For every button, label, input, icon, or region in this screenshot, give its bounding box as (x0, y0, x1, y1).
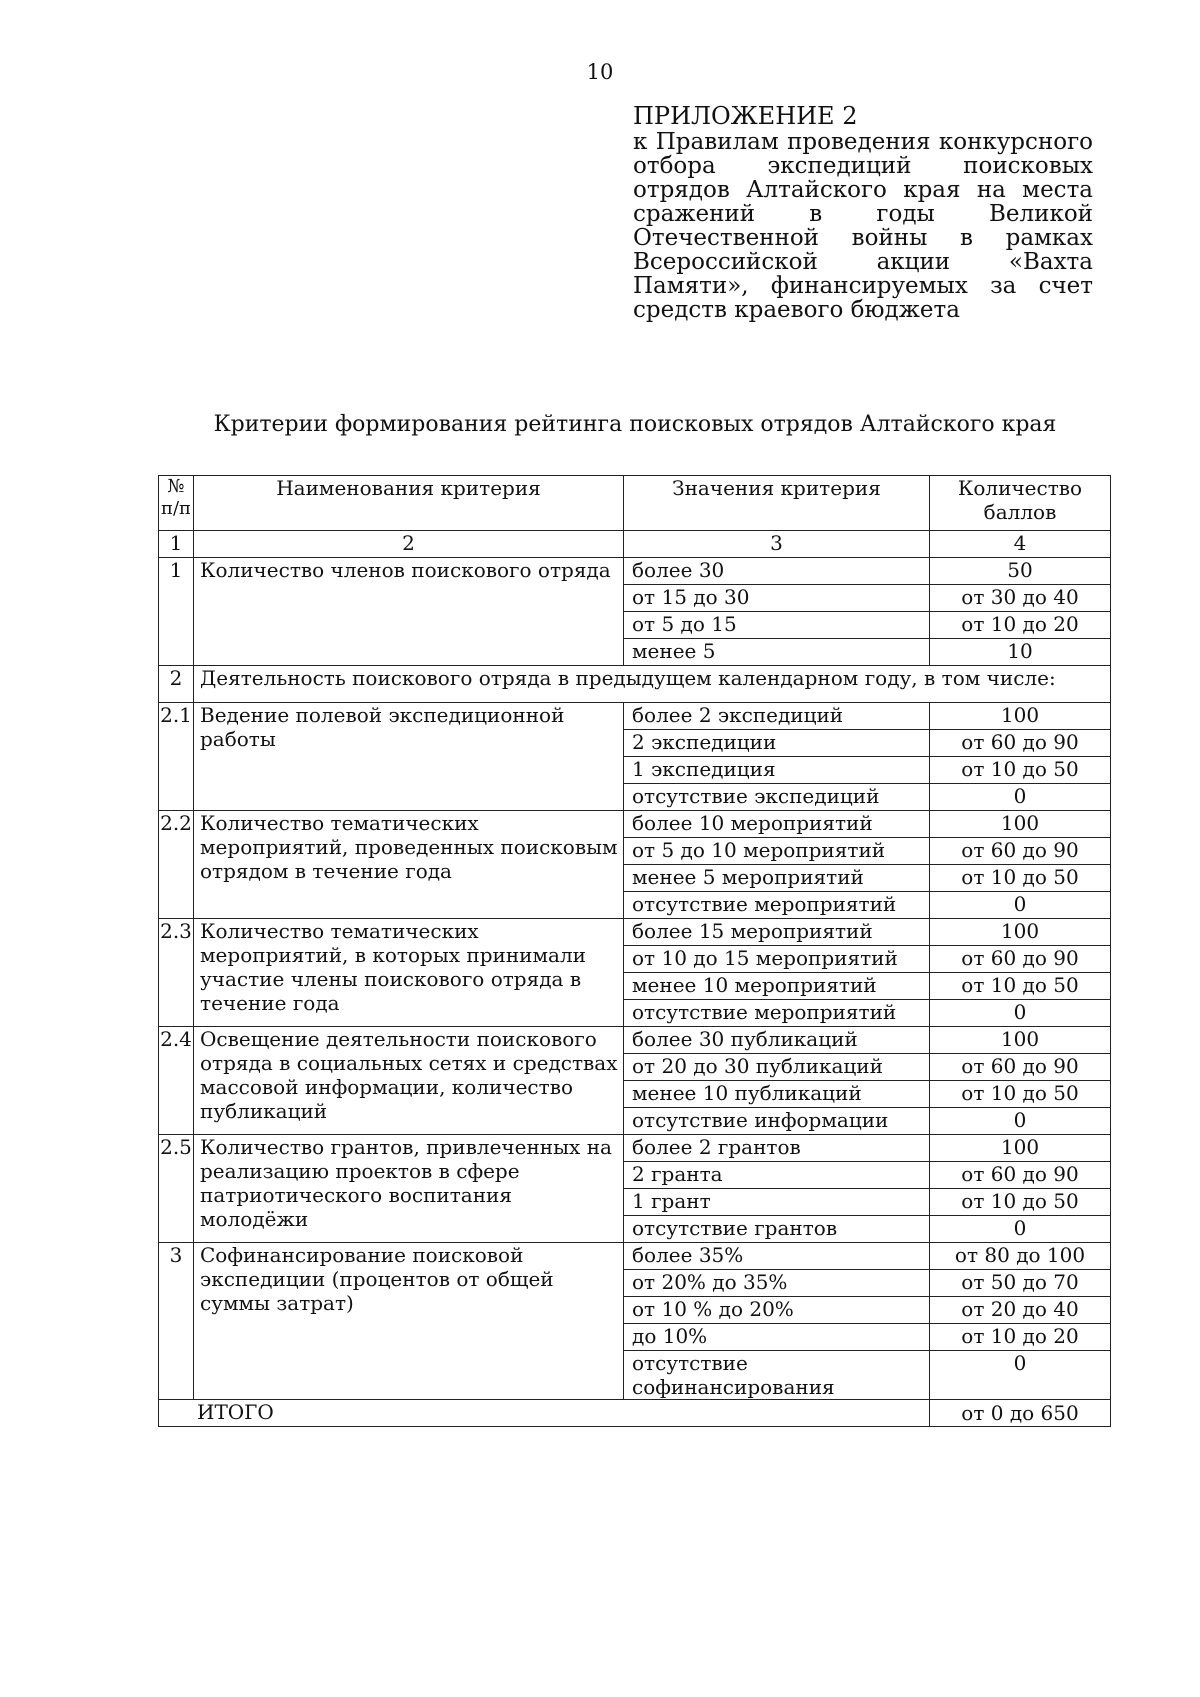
criterion-points: от 10 до 50 (930, 973, 1111, 1000)
table-header-row (159, 476, 1111, 531)
criterion-value: от 20% до 35% (624, 1270, 930, 1297)
criterion-points: от 60 до 90 (930, 1054, 1111, 1081)
criterion-value: 1 экспедиция (624, 757, 930, 784)
section-title: Деятельность поискового отряда в предыдущем календарном году, в том числе: (194, 666, 1111, 703)
criterion-value: от 15 до 30 (624, 585, 930, 612)
criterion-name: Количество членов поискового отряда (194, 558, 624, 666)
criterion-name: Количество грантов, привлеченных на реализацию проектов в сфере патриотического воспитания молодёжи (194, 1135, 624, 1243)
criterion-value: отсутствие грантов (624, 1216, 930, 1243)
table-row (159, 811, 1111, 838)
criterion-points: от 20 до 40 (930, 1297, 1111, 1324)
index-cell: 4 (930, 531, 1111, 558)
criterion-number: 3 (159, 1243, 194, 1400)
document-title: Критерии формирования рейтинга поисковых отрядов Алтайского края (213, 412, 1057, 437)
criterion-points: 0 (930, 1351, 1111, 1400)
criterion-value: 2 гранта (624, 1162, 930, 1189)
header-value: Значения критерия (624, 476, 930, 531)
criterion-value: отсутствие экспедиций (624, 784, 930, 811)
criterion-value: более 10 мероприятий (624, 811, 930, 838)
criterion-points: 100 (930, 811, 1111, 838)
criterion-value: менее 5 мероприятий (624, 865, 930, 892)
criterion-points: 0 (930, 1216, 1111, 1243)
criterion-value: более 2 грантов (624, 1135, 930, 1162)
criterion-value: более 30 публикаций (624, 1027, 930, 1054)
table-row (159, 1243, 1111, 1270)
criterion-points: 0 (930, 1108, 1111, 1135)
criterion-number: 2.1 (159, 703, 194, 811)
criterion-value: отсутствие мероприятий (624, 1000, 930, 1027)
header-points: Количество баллов (930, 476, 1111, 531)
criterion-value: от 5 до 10 мероприятий (624, 838, 930, 865)
criterion-value: более 30 (624, 558, 930, 585)
criterion-value: более 35% (624, 1243, 930, 1270)
header-name: Наименования критерия (194, 476, 624, 531)
criterion-points: 100 (930, 1135, 1111, 1162)
criterion-number: 2.4 (159, 1027, 194, 1135)
page-number: 10 (586, 60, 614, 84)
criterion-points: 100 (930, 919, 1111, 946)
criterion-name: Количество тематических мероприятий, проведенных поисковым отрядом в течение года (194, 811, 624, 919)
criterion-points: от 10 до 50 (930, 757, 1111, 784)
criterion-points: 100 (930, 1027, 1111, 1054)
criterion-points: 10 (930, 639, 1111, 666)
criterion-name: Ведение полевой экспедиционной работы (194, 703, 624, 811)
criterion-value: от 20 до 30 публикаций (624, 1054, 930, 1081)
criterion-number: 1 (159, 558, 194, 666)
column-index-row (159, 531, 1111, 558)
table-row (159, 703, 1111, 730)
criterion-value: от 10 % до 20% (624, 1297, 930, 1324)
criterion-points: от 10 до 20 (930, 612, 1111, 639)
appendix-text: к Правилам проведения конкурсного отбора экспедиций поисковых отрядов Алтайского края на места сражений в годы Великой Отечественной войны в рамках Всероссийской акции «Вахта Памяти», финансируемых за счет средств краевого бюджета (633, 129, 1093, 323)
criterion-points: 50 (930, 558, 1111, 585)
criterion-points: от 60 до 90 (930, 946, 1111, 973)
criterion-name: Софинансирование поисковой экспедиции (процентов от общей суммы затрат) (194, 1243, 624, 1400)
criterion-points: от 10 до 50 (930, 1189, 1111, 1216)
criterion-name: Освещение деятельности поискового отряда в социальных сетях и средствах массовой информации, количество публикаций (194, 1027, 624, 1135)
total-row (159, 1400, 1111, 1427)
index-cell: 3 (624, 531, 930, 558)
criterion-value: менее 10 мероприятий (624, 973, 930, 1000)
section-row (159, 666, 1111, 703)
criterion-points: от 50 до 70 (930, 1270, 1111, 1297)
table-row (159, 558, 1111, 585)
index-cell: 1 (159, 531, 194, 558)
table-row (159, 919, 1111, 946)
total-points: от 0 до 650 (930, 1400, 1111, 1427)
table-row (159, 1135, 1111, 1162)
header-num: № п/п (159, 476, 194, 531)
criterion-points: 100 (930, 703, 1111, 730)
criterion-value: менее 10 публикаций (624, 1081, 930, 1108)
criterion-points: от 10 до 20 (930, 1324, 1111, 1351)
criterion-points: от 30 до 40 (930, 585, 1111, 612)
criterion-number: 2.5 (159, 1135, 194, 1243)
appendix-block (633, 104, 1093, 322)
total-label: ИТОГО (159, 1400, 930, 1427)
criterion-name: Количество тематических мероприятий, в которых принимали участие члены поискового отряда в течение года (194, 919, 624, 1027)
criterion-value: от 5 до 15 (624, 612, 930, 639)
criterion-value: 2 экспедиции (624, 730, 930, 757)
criterion-value: более 15 мероприятий (624, 919, 930, 946)
criterion-value: до 10% (624, 1324, 930, 1351)
criterion-points: от 10 до 50 (930, 865, 1111, 892)
criterion-value: от 10 до 15 мероприятий (624, 946, 930, 973)
criterion-value: отсутствие софинансирования (624, 1351, 930, 1400)
criterion-number: 2.2 (159, 811, 194, 919)
criterion-points: 0 (930, 784, 1111, 811)
criterion-points: от 60 до 90 (930, 838, 1111, 865)
criterion-points: от 60 до 90 (930, 730, 1111, 757)
criteria-table (158, 475, 1111, 1427)
criterion-value: отсутствие информации (624, 1108, 930, 1135)
criterion-points: 0 (930, 1000, 1111, 1027)
criterion-number: 2.3 (159, 919, 194, 1027)
appendix-title: ПРИЛОЖЕНИЕ 2 (633, 102, 858, 130)
criterion-value: отсутствие мероприятий (624, 892, 930, 919)
criterion-value: менее 5 (624, 639, 930, 666)
criterion-points: от 80 до 100 (930, 1243, 1111, 1270)
criterion-value: 1 грант (624, 1189, 930, 1216)
criterion-points: 0 (930, 892, 1111, 919)
index-cell: 2 (194, 531, 624, 558)
criterion-value: более 2 экспедиций (624, 703, 930, 730)
criterion-points: от 60 до 90 (930, 1162, 1111, 1189)
table-row (159, 1027, 1111, 1054)
criterion-points: от 10 до 50 (930, 1081, 1111, 1108)
section-number: 2 (159, 666, 194, 703)
